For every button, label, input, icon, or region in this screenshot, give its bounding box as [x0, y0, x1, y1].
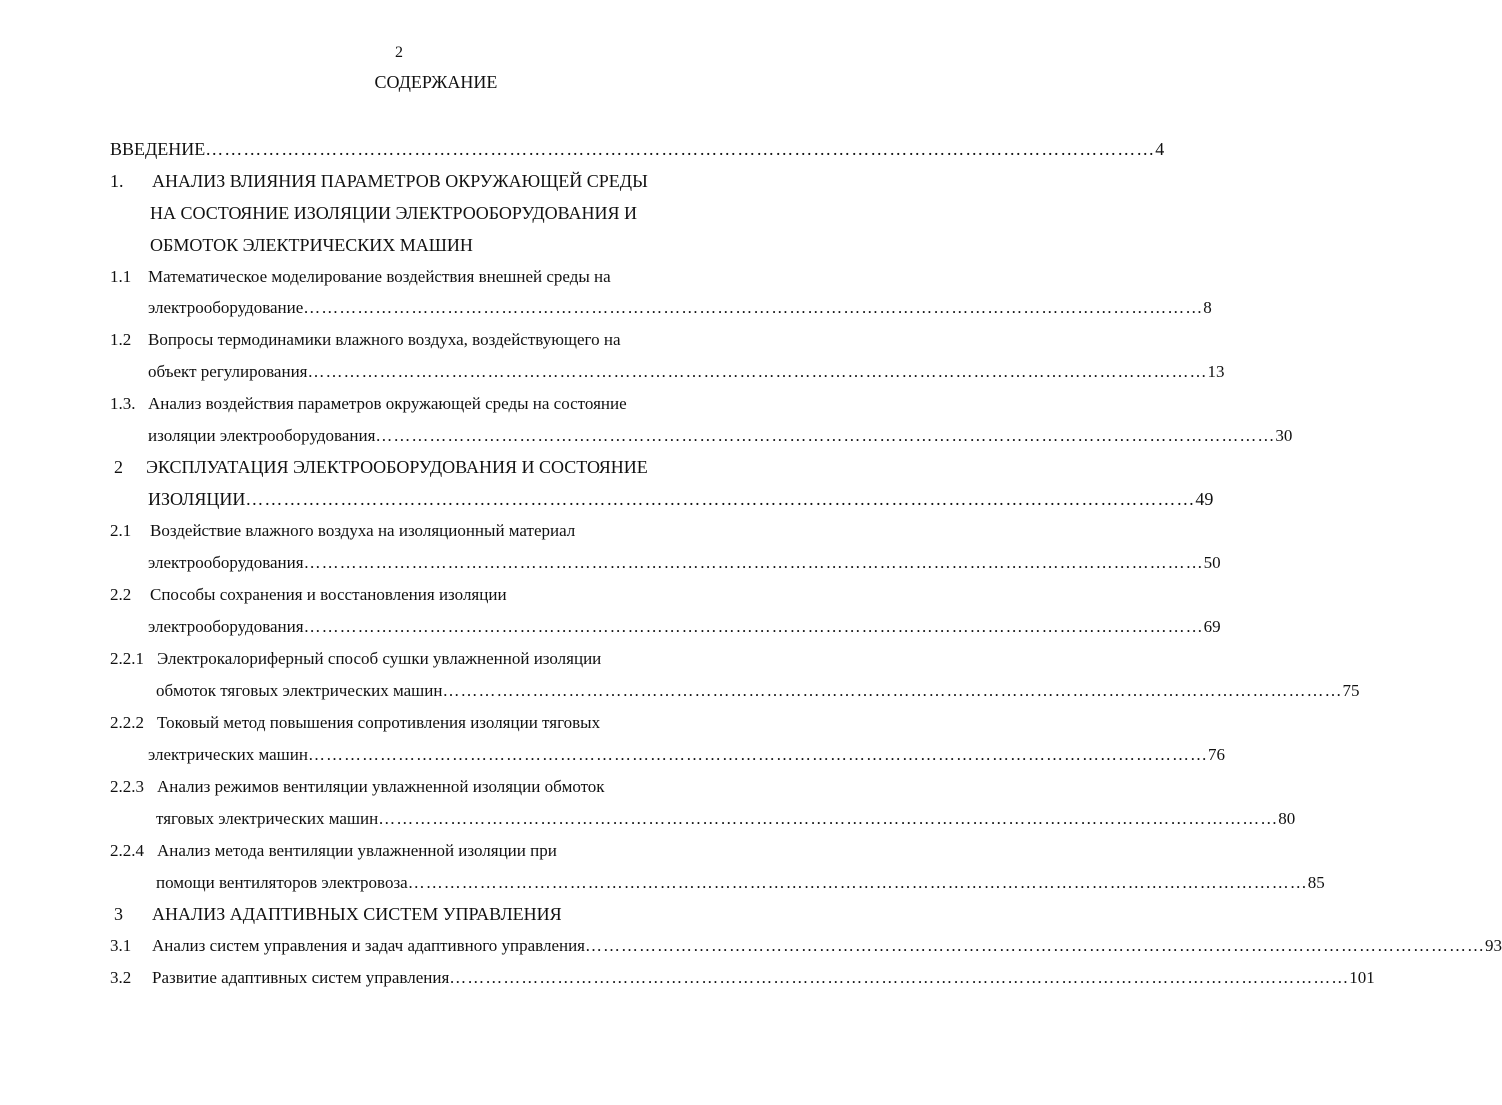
toc-entry-page: 50	[1203, 553, 1221, 572]
leader-dots: ……………………………………………………………………………………………………………………………………	[245, 489, 1196, 509]
leader-dots: ……………………………………………………………………………………………………………………………………	[378, 809, 1279, 828]
toc-entry-title-line: Воздействие влажного воздуха на изоляционный материал	[150, 521, 576, 540]
toc-entry-3-2	[152, 967, 1375, 989]
toc-entry-page: 80	[1278, 809, 1296, 828]
toc-entry-2-2	[148, 616, 1221, 638]
toc-entry-1-3	[148, 425, 1293, 447]
toc-entry-page: 93	[1485, 936, 1502, 955]
toc-entry-title: помощи вентиляторов электровоза	[156, 873, 408, 892]
toc-entry-intro	[110, 138, 1165, 160]
toc-entry-page: 69	[1203, 617, 1221, 636]
toc-entry-2-1	[148, 552, 1221, 574]
toc-entry-title-line: АНАЛИЗ ВЛИЯНИЯ ПАРАМЕТРОВ ОКРУЖАЮЩЕЙ СРЕДЫ	[152, 171, 648, 191]
toc-entry-page: 13	[1207, 362, 1225, 381]
toc-entry-2-2-3	[156, 808, 1296, 830]
page-number: 2	[395, 44, 403, 61]
toc-entry-title-line: Анализ метода вентиляции увлажненной изоляции при	[157, 841, 557, 860]
leader-dots: ……………………………………………………………………………………………………………………………………	[375, 426, 1276, 445]
toc-entry-title: электрооборудования	[148, 617, 304, 636]
toc-entry-page: 30	[1275, 426, 1293, 445]
leader-dots: ……………………………………………………………………………………………………………………………………	[303, 617, 1204, 636]
toc-entry-page: 75	[1342, 681, 1360, 700]
toc-entry-title: Анализ систем управления и задач адаптивного управления	[152, 936, 586, 955]
toc-entry-number: 3	[114, 904, 123, 924]
toc-entry-page: 76	[1207, 745, 1225, 764]
toc-entry-title: обмоток тяговых электрических машин	[156, 681, 443, 700]
toc-entry-2-2-4	[156, 872, 1325, 894]
toc-entry-number: 3.1	[110, 936, 132, 955]
leader-dots: ……………………………………………………………………………………………………………………………………	[449, 968, 1350, 987]
page-title: СОДЕРЖАНИЕ	[374, 72, 498, 92]
toc-entry-title-line: Электрокалориферный способ сушки увлажненной изоляции	[157, 649, 602, 668]
toc-entry-1-1	[148, 297, 1212, 319]
toc-entry-number: 2.2.3	[110, 777, 144, 796]
leader-dots: ……………………………………………………………………………………………………………………………………	[442, 681, 1343, 700]
toc-entry-title-line: Способы сохранения и восстановления изоляции	[150, 585, 507, 604]
toc-entry-page: 4	[1155, 139, 1165, 159]
leader-dots: ……………………………………………………………………………………………………………………………………	[303, 553, 1204, 572]
toc-entry-page: 101	[1349, 968, 1375, 987]
toc-entry-number: 2.1	[110, 521, 132, 540]
toc-entry-title: изоляции электрооборудования	[148, 426, 376, 445]
toc-entry-number: 3.2	[110, 968, 132, 987]
toc-entry-title-line: Анализ режимов вентиляции увлажненной изоляции обмоток	[157, 777, 605, 796]
toc-entry-number: 2.2	[110, 585, 132, 604]
toc-entry-3-1	[152, 935, 1502, 957]
toc-entry-title: Развитие адаптивных систем управления	[152, 968, 450, 987]
toc-entry-number: 2	[114, 457, 123, 477]
toc-entry-title-line: Вопросы термодинамики влажного воздуха, воздействующего на	[148, 330, 621, 349]
toc-entry-title: ИЗОЛЯЦИИ	[148, 489, 246, 509]
toc-entry-number: 2.2.1	[110, 649, 144, 668]
toc-entry-number: 1.2	[110, 330, 132, 349]
toc-entry-title: электрических машин	[148, 745, 308, 764]
toc-entry-number: 1.1	[110, 267, 132, 286]
toc-entry-title: ВВЕДЕНИЕ	[110, 139, 206, 159]
toc-entry-2-2-1	[156, 680, 1360, 702]
toc-entry-title-line: АНАЛИЗ АДАПТИВНЫХ СИСТЕМ УПРАВЛЕНИЯ	[152, 904, 562, 924]
toc-entry-title: объект регулирования	[148, 362, 308, 381]
toc-entry-number: 2.2.4	[110, 841, 144, 860]
leader-dots: ……………………………………………………………………………………………………………………………………	[307, 362, 1208, 381]
toc-entry-title-line: ЭКСПЛУАТАЦИЯ ЭЛЕКТРООБОРУДОВАНИЯ И СОСТОЯНИЕ	[146, 457, 648, 477]
toc-entry-title-line: Токовый метод повышения сопротивления изоляции тяговых	[157, 713, 601, 732]
toc-entry-2-2-2	[148, 744, 1225, 766]
leader-dots: ……………………………………………………………………………………………………………………………………	[205, 139, 1156, 159]
toc-entry-1-2	[148, 361, 1225, 383]
toc-entry-2	[148, 488, 1214, 510]
toc-entry-title: тяговых электрических машин	[156, 809, 379, 828]
toc-entry-title-line: Анализ воздействия параметров окружающей среды на состояние	[148, 394, 627, 413]
toc-entry-title: электрооборудования	[148, 553, 304, 572]
leader-dots: ……………………………………………………………………………………………………………………………………	[585, 936, 1486, 955]
toc-entry-page: 49	[1195, 489, 1214, 509]
toc-entry-title-line: НА СОСТОЯНИЕ ИЗОЛЯЦИИ ЭЛЕКТРООБОРУДОВАНИЯ И	[150, 203, 638, 223]
toc-entry-title-line: Математическое моделирование воздействия внешней среды на	[148, 267, 611, 286]
leader-dots: ……………………………………………………………………………………………………………………………………	[407, 873, 1308, 892]
toc-entry-number: 2.2.2	[110, 713, 144, 732]
toc-entry-title: электрооборудование	[148, 298, 304, 317]
toc-entry-number: 1.3.	[110, 394, 136, 413]
leader-dots: ……………………………………………………………………………………………………………………………………	[303, 298, 1204, 317]
toc-entry-page: 8	[1203, 298, 1212, 317]
toc-entry-number: 1.	[110, 171, 124, 191]
toc-entry-title-line: ОБМОТОК ЭЛЕКТРИЧЕСКИХ МАШИН	[150, 235, 473, 255]
toc-entry-page: 85	[1307, 873, 1325, 892]
leader-dots: ……………………………………………………………………………………………………………………………………	[307, 745, 1208, 764]
